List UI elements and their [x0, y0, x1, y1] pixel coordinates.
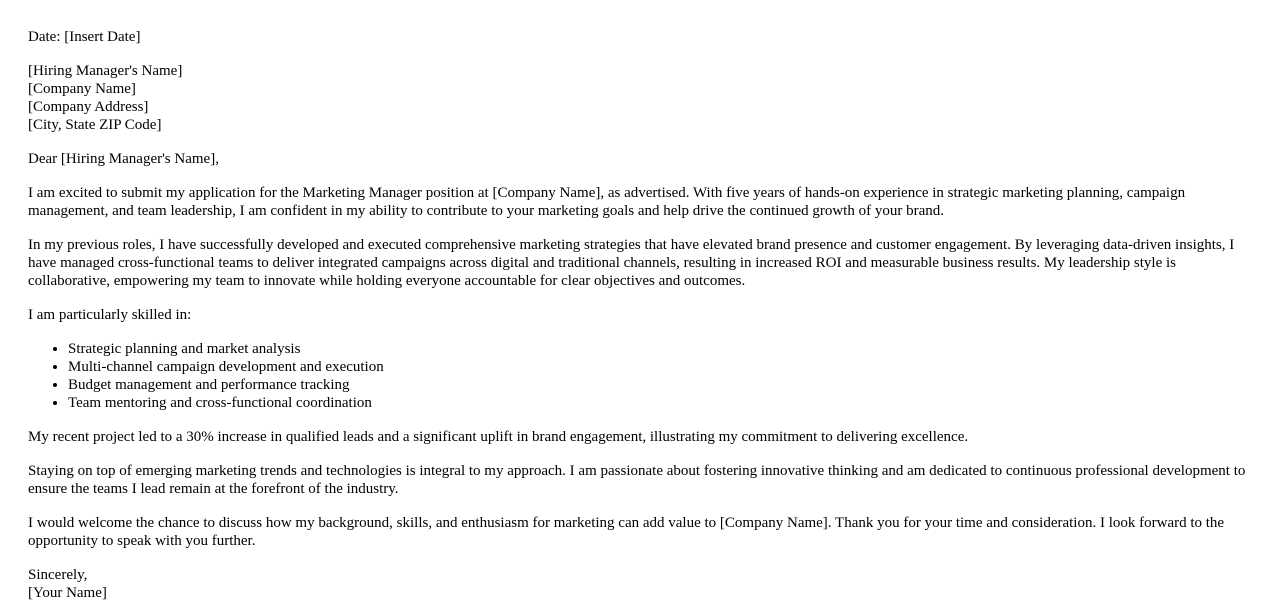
- body-paragraph-2: In my previous roles, I have successfully developed and executed comprehensive marketing strategies that have elevated brand presence and customer engagement. By leveraging data-driven insights, I have managed cross-functional teams to deliver integrated campaigns across digital and traditional channels, resulting in increased ROI and measurable business results. My leadership style is collaborative, empowering my team to innovate while holding everyone accountable for clear objectives and outcomes.: [28, 237, 1235, 289]
- skills-list: [28, 340, 1258, 412]
- recipient-address: [28, 62, 1258, 134]
- list-item: • Strategic planning and market analysis: [68, 340, 1258, 358]
- cover-letter: [28, 28, 1258, 602]
- skills-intro: I am particularly skilled in:: [28, 307, 192, 323]
- body-paragraph-5: I would welcome the chance to discuss how my background, skills, and enthusiasm for marketing can add value to [Company Name]. Thank you for your time and consideration. I look forward to the opportunity to speak with you further.: [28, 515, 1225, 549]
- list-item: • Budget management and performance tracking: [68, 376, 1258, 394]
- recipient-name: [Hiring Manager's Name]: [28, 63, 183, 79]
- body-paragraph-4: Staying on top of emerging marketing trends and technologies is integral to my approach. I am passionate about fostering innovative thinking and am dedicated to continuous professional development to ensure the teams I lead remain at the forefront of the industry.: [28, 463, 1246, 497]
- company-address: [Company Address]: [28, 99, 149, 115]
- body-paragraph-1: I am excited to submit my application for the Marketing Manager position at [Company Name], as advertised. With five years of hands-on experience in strategic marketing planning, campaign management, and team leadership, I am confident in my ability to contribute to your marketing goals and help drive the continued growth of your brand.: [28, 185, 1186, 219]
- list-item: • Multi-channel campaign development and execution: [68, 358, 1258, 376]
- sign-off: [28, 566, 1258, 602]
- salutation: Dear [Hiring Manager's Name],: [28, 151, 219, 167]
- signature-name: [Your Name]: [28, 585, 107, 601]
- body-paragraph-3: My recent project led to a 30% increase in qualified leads and a significant uplift in brand engagement, illustrating my commitment to delivering excellence.: [28, 429, 969, 445]
- list-item: • Team mentoring and cross-functional coordination: [68, 394, 1258, 412]
- city-state-zip: [City, State ZIP Code]: [28, 117, 162, 133]
- letter-date: Date: [Insert Date]: [28, 29, 141, 45]
- closing: Sincerely,: [28, 567, 88, 583]
- company-name: [Company Name]: [28, 81, 136, 97]
